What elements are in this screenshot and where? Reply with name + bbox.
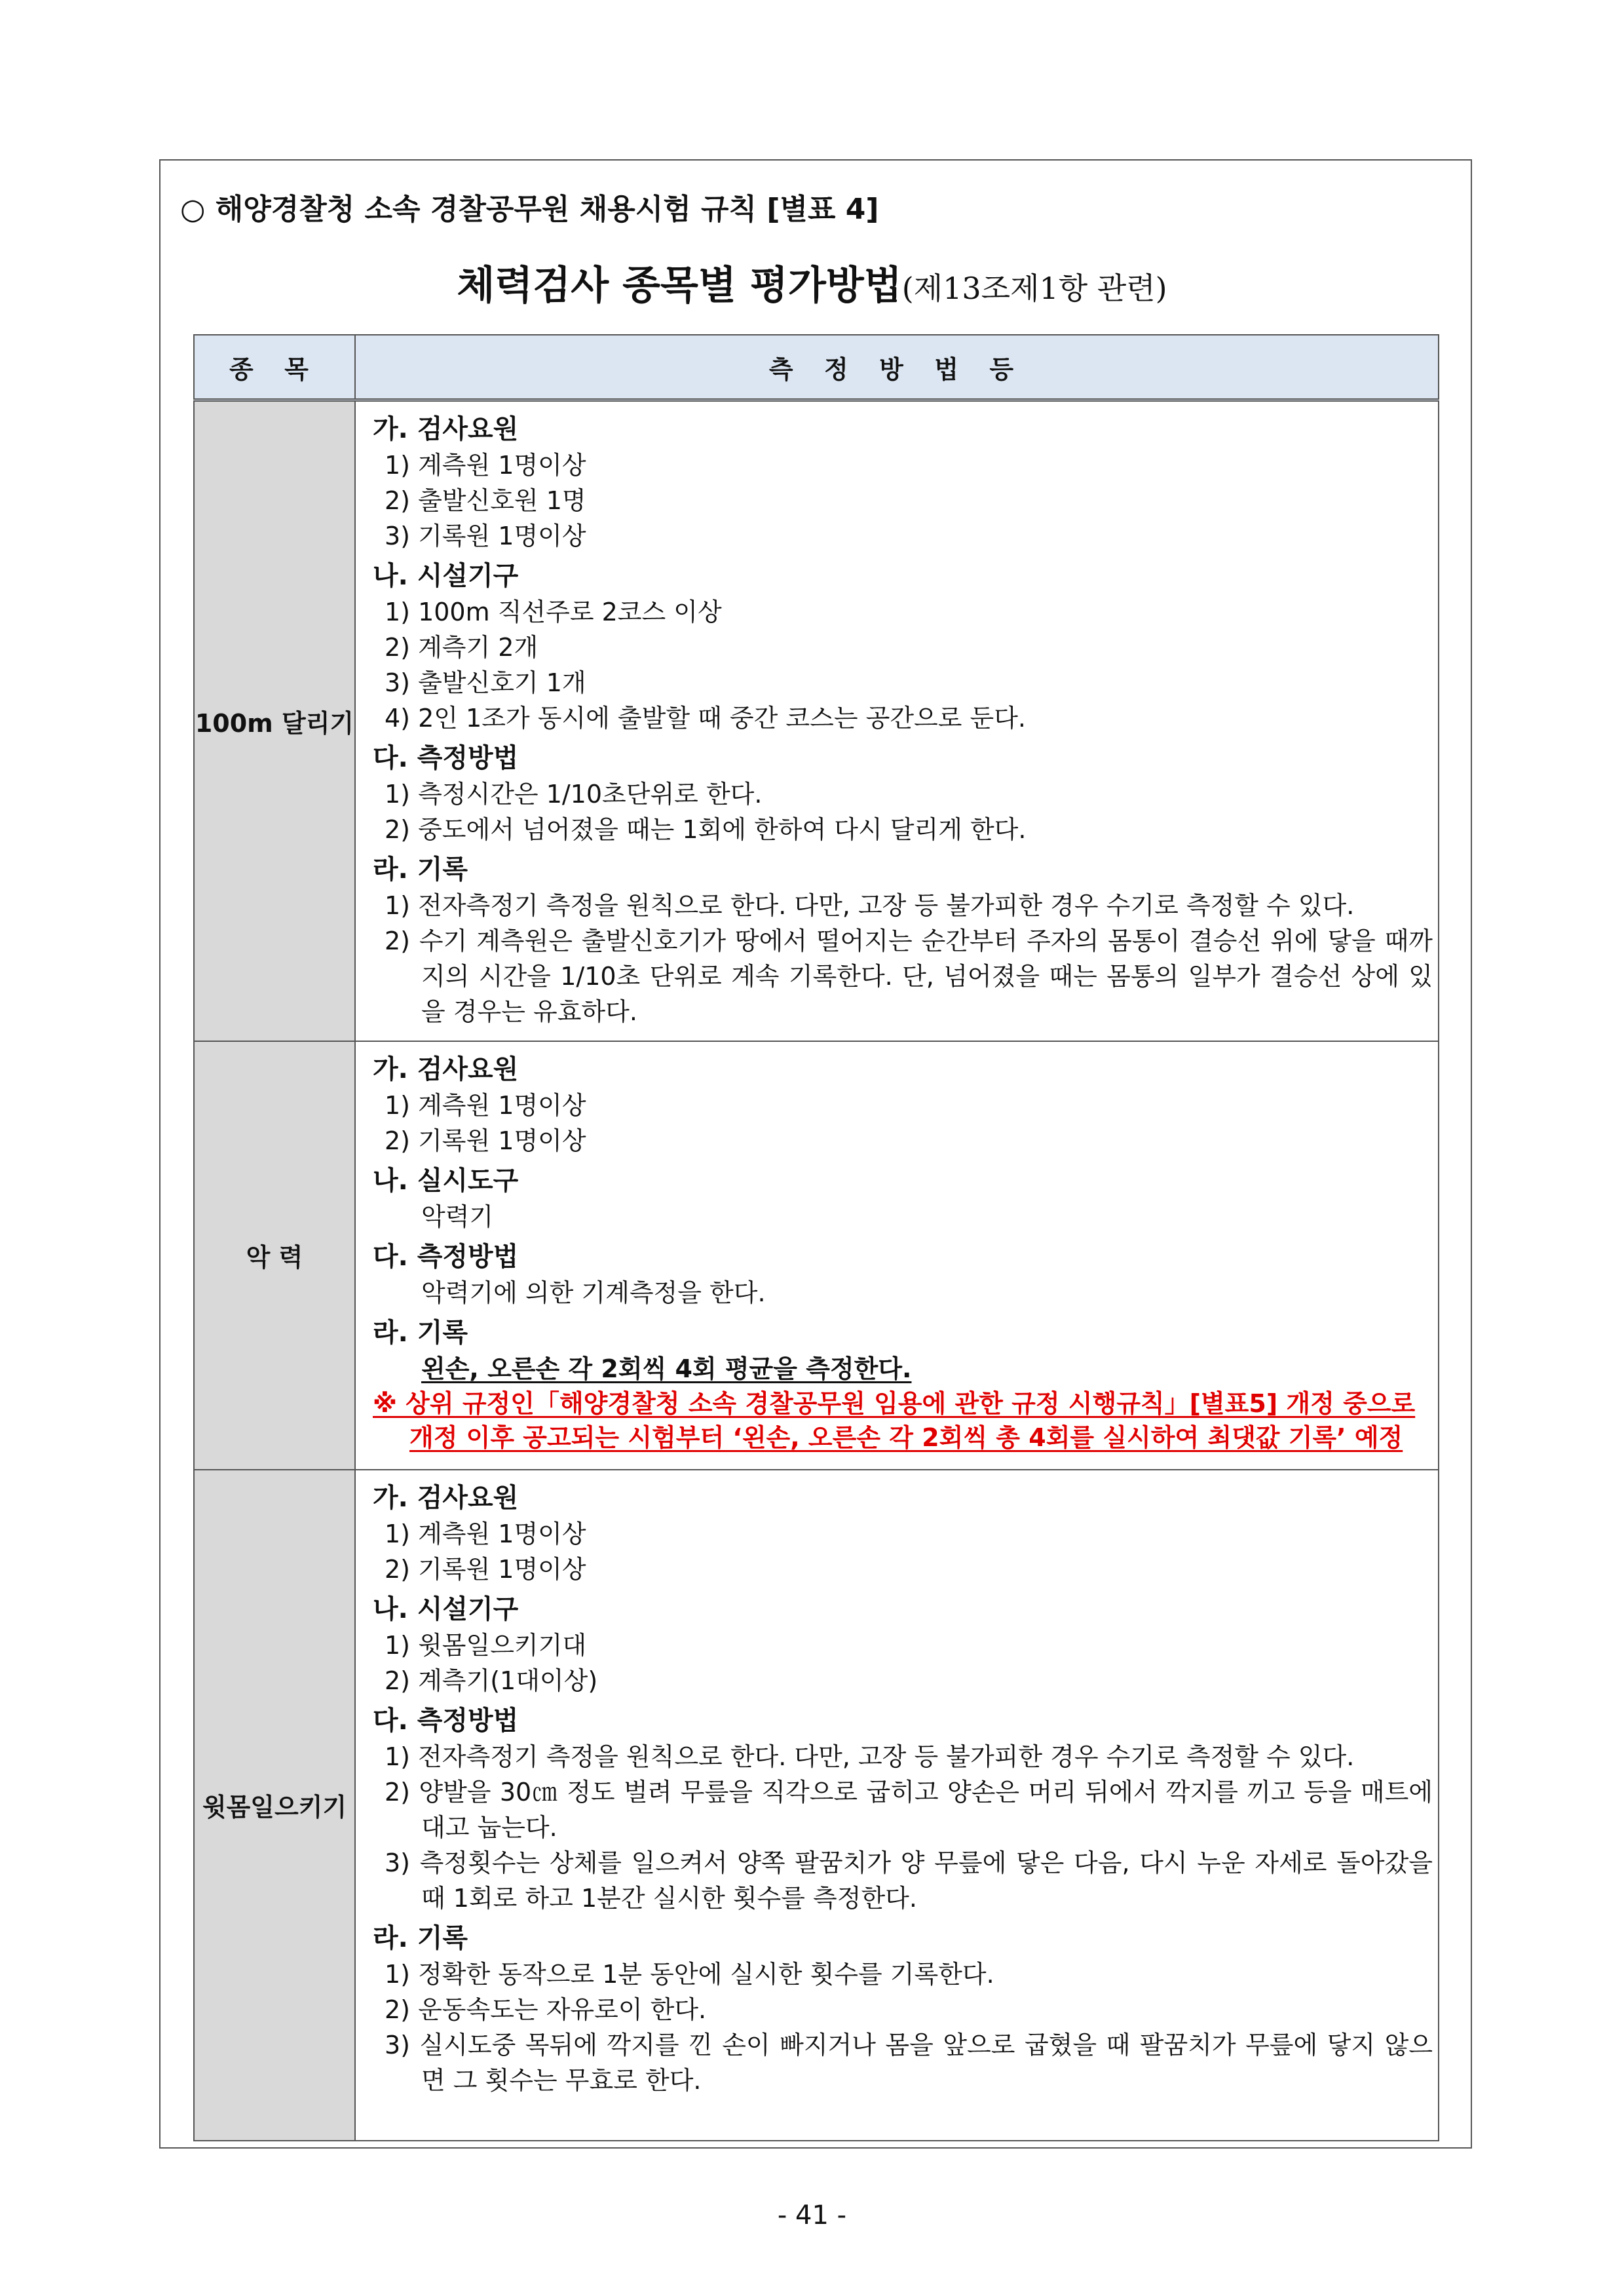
table-row [194, 1470, 1439, 2141]
section-title: 다. 측정방법 [373, 1241, 519, 1272]
list-item: 3) 실시도중 목뒤에 깍지를 낀 손이 빠지거나 몸을 앞으로 굽혔을 때 팔꿈치가 무릎에 닿지 않으면 그 횟수는 무효로 한다. [385, 2030, 1433, 2095]
list-item: 1) 전자측정기 측정을 원칙으로 한다. 다만, 고장 등 불가피한 경우 수기로 측정할 수 있다. [385, 1742, 1355, 1771]
list-item: 2) 운동속도는 자유로이 한다. [385, 1995, 707, 2024]
title-sub: (제13조제1항 관련) [901, 271, 1167, 306]
revision-note [373, 1387, 1433, 1455]
record-rule: 왼손, 오른손 각 2회씩 4회 평균을 측정한다. [421, 1354, 912, 1383]
section-title: 가. 검사요원 [373, 1054, 519, 1084]
section-title: 가. 검사요원 [373, 1482, 519, 1513]
list-item: 2) 기록원 1명이상 [385, 1554, 586, 1584]
section-title: 가. 검사요원 [373, 414, 519, 444]
section-title: 나. 시설기구 [373, 1594, 519, 1624]
list-item: 1) 정확한 동작으로 1분 동안에 실시한 횟수를 기록한다. [385, 1959, 994, 1989]
section-text: 악력기 [421, 1202, 494, 1231]
method-cell [355, 1041, 1439, 1470]
section-title: 다. 측정방법 [373, 743, 519, 773]
section-text: 악력기에 의한 기계측정을 한다. [421, 1278, 766, 1307]
list-item: 1) 윗몸일으키기대 [385, 1630, 587, 1660]
list-item: 2) 계측기 2개 [385, 633, 538, 662]
section-text [373, 1351, 1433, 1387]
item-name: 윗몸일으키기 [194, 1470, 355, 2141]
section-title: 라. 기록 [373, 854, 468, 885]
section-title: 라. 기록 [373, 1923, 468, 1953]
section-title: 다. 측정방법 [373, 1705, 519, 1736]
evaluation-table [193, 334, 1439, 2141]
section-title: 나. 실시도구 [373, 1165, 519, 1196]
list-item: 2) 출발신호원 1명 [385, 486, 586, 515]
list-item: 1) 계측원 1명이상 [385, 1519, 586, 1548]
list-item: 1) 계측원 1명이상 [385, 451, 586, 480]
header-method: 측 정 방 법 등 [355, 335, 1439, 400]
item-name: 악 력 [194, 1041, 355, 1470]
table-row [194, 400, 1439, 1041]
note-line: 개정 이후 공고되는 시험부터 ‘왼손, 오른손 각 2회씩 총 4회를 실시하여 최댓값 기록’ 예정 [409, 1423, 1403, 1452]
list-item: 1) 측정시간은 1/10초단위로 한다. [385, 780, 763, 809]
item-name: 100m 달리기 [194, 400, 355, 1041]
table-header-row [194, 335, 1439, 400]
method-cell [355, 1470, 1439, 2141]
list-item: 4) 2인 1조가 동시에 출발할 때 중간 코스는 공간으로 둔다. [385, 704, 1027, 733]
list-item: 1) 전자측정기 측정을 원칙으로 한다. 다만, 고장 등 불가피한 경우 수기로 측정할 수 있다. [385, 891, 1355, 920]
method-cell [355, 400, 1439, 1041]
list-item: 1) 계측원 1명이상 [385, 1090, 586, 1120]
page-title [0, 254, 1624, 311]
list-item: 2) 양발을 30㎝ 정도 벌려 무릎을 직각으로 굽히고 양손은 머리 뒤에서 깍지를 끼고 등을 매트에 대고 눕는다. [385, 1777, 1433, 1842]
section-title: 라. 기록 [373, 1317, 468, 1348]
document-heading: ○ 해양경찰청 소속 경찰공무원 채용시험 규칙 [별표 4] [180, 193, 879, 226]
table-row [194, 1041, 1439, 1470]
list-item: 2) 수기 계측원은 출발신호기가 땅에서 떨어지는 순간부터 주자의 몸통이 결승선 위에 닿을 때까지의 시간을 1/10초 단위로 계속 기록한다. 단, 넘어졌을 때는 몸통의 일부가 결승선 상에 있을 경우는 유효하다. [385, 927, 1433, 1026]
list-item: 3) 측정횟수는 상체를 일으켜서 양쪽 팔꿈치가 양 무릎에 닿은 다음, 다시 누운 자세로 돌아갔을 때 1회로 하고 1분간 실시한 횟수를 측정한다. [385, 1848, 1433, 1913]
section-title: 나. 시설기구 [373, 561, 519, 591]
list-item: 3) 출발신호기 1개 [385, 668, 586, 697]
list-item: 1) 100m 직선주로 2코스 이상 [385, 598, 722, 626]
header-item: 종 목 [194, 335, 355, 400]
note-line: ※ 상위 규정인「해양경찰청 소속 경찰공무원 임용에 관한 규정 시행규칙」[별표5] 개정 중으로 [373, 1388, 1416, 1418]
list-item: 3) 기록원 1명이상 [385, 522, 586, 550]
page-number: - 41 - [777, 2200, 847, 2230]
list-item: 2) 계측기(1대이상) [385, 1666, 598, 1695]
title-main: 체력검사 종목별 평가방법 [457, 263, 902, 309]
list-item: 2) 중도에서 넘어졌을 때는 1회에 한하여 다시 달리게 한다. [385, 815, 1027, 844]
list-item: 2) 기록원 1명이상 [385, 1126, 586, 1155]
